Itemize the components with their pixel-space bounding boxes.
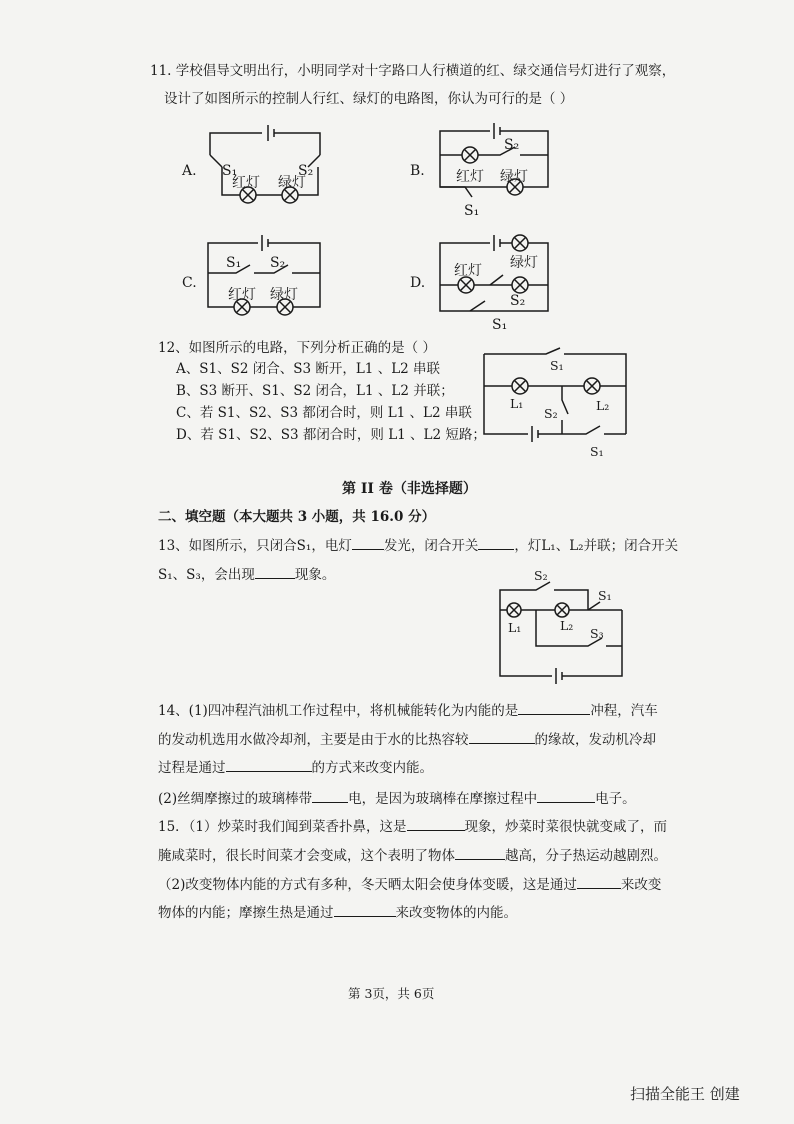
q14-line2: 的发动机选用水做冷却剂，主要是由于水的比热容较 的缘故，发动机冷却 xyxy=(158,732,656,748)
q11-option-c: C. xyxy=(182,275,197,291)
q11a-red-label: 红灯 xyxy=(232,175,260,191)
q11b-s2-label: S₂ xyxy=(504,137,520,153)
q14-line4: (2)丝绸摩擦过的玻璃棒带 电，是因为玻璃棒在摩擦过程中 电子。 xyxy=(158,791,636,807)
q11c-green-label: 绿灯 xyxy=(270,287,298,303)
q15-line2: 腌咸菜时，很长时间菜才会变咸，这个表明了物体 越高，分子热运动越剧烈。 xyxy=(158,848,667,864)
q13-l2-label: L₂ xyxy=(560,618,574,633)
q12-option-a: A、S1、S2 闭合、S3 断开，L1 、L2 串联 xyxy=(176,361,441,377)
q11-circuit-diagrams xyxy=(170,115,570,340)
q13-s2-label: S₂ xyxy=(534,568,548,583)
scanner-watermark: 扫描全能王 创建 xyxy=(630,1085,740,1103)
q11-line1: 11. 学校倡导文明出行，小明同学对十字路口人行横道的红、绿交通信号灯进行了观察， xyxy=(150,63,676,79)
q11b-s1-label: S₁ xyxy=(464,203,480,219)
q13-circuit-diagram xyxy=(490,568,640,694)
q11c-red-label: 红灯 xyxy=(228,287,256,303)
q15-line3: （2)改变物体内能的方式有多种，冬天晒太阳会使身体变暖，这是通过 来改变 xyxy=(158,877,662,893)
q11d-s1-label: S₁ xyxy=(492,317,508,333)
q12-stem: 12、如图所示的电路，下列分析正确的是（ ） xyxy=(158,340,436,356)
q12-option-c: C、若 S1、S2、S3 都闭合时，则 L1 、L2 串联 xyxy=(176,405,472,421)
q11d-red-label: 红灯 xyxy=(454,263,482,279)
section2-heading: 二、填空题（本大题共 3 小题，共 16.0 分） xyxy=(158,509,436,525)
q13-s3-label: S₃ xyxy=(590,626,604,641)
q11c-s2-label: S₂ xyxy=(270,255,286,271)
page-number: 第 3页，共 6页 xyxy=(348,986,435,1001)
q12-l2-label: L₂ xyxy=(596,398,610,413)
q13-line1: 13、如图所示，只闭合S₁，电灯 发光，闭合开关 ，灯L₁、L₂并联；闭合开关 xyxy=(158,538,679,554)
q13-line2: S₁、S₃，会出现 现象。 xyxy=(158,567,336,583)
q12-circuit-diagram xyxy=(476,344,636,462)
q12-s1-bottom-label: S₁ xyxy=(590,444,604,459)
q14-line3: 过程是通过 的方式来改变内能。 xyxy=(158,760,433,776)
q15-line4: 物体的内能；摩擦生热是通过 来改变物体的内能。 xyxy=(158,905,517,921)
q13-l1-label: L₁ xyxy=(508,620,522,635)
q11b-red-label: 红灯 xyxy=(456,169,484,185)
q12-option-b: B、S3 断开、S1、S2 闭合，L1 、L2 并联； xyxy=(176,383,454,399)
q11a-s2-label: S₂ xyxy=(298,163,314,179)
q14-line1: 14、(1)四冲程汽油机工作过程中，将机械能转化为内能的是 冲程，汽车 xyxy=(158,703,658,719)
q15-line1: 15．（1）炒菜时我们闻到菜香扑鼻，这是 现象，炒菜时菜很快就变咸了，而 xyxy=(158,819,668,835)
q12-option-d: D、若 S1、S2、S3 都闭合时，则 L1 、L2 短路； xyxy=(176,427,486,443)
q12-s1-top-label: S₁ xyxy=(550,358,564,373)
q11-line2: 设计了如图所示的控制人行红、绿灯的电路图，你认为可行的是（ ） xyxy=(164,91,574,107)
q11-option-a: A. xyxy=(182,163,197,179)
q11b-green-label: 绿灯 xyxy=(500,169,528,185)
q11a-green-label: 绿灯 xyxy=(278,175,306,191)
q12-s2-label: S₂ xyxy=(544,406,558,421)
q11d-green-label: 绿灯 xyxy=(510,255,538,271)
q11-option-d: D. xyxy=(410,275,426,291)
q11a-s1-label: S₁ xyxy=(222,163,238,179)
section2-title: 第 II 卷（非选择题） xyxy=(342,481,477,497)
q11d-s2-label: S₂ xyxy=(510,293,526,309)
q12-l1-label: L₁ xyxy=(510,396,524,411)
q11c-s1-label: S₁ xyxy=(226,255,242,271)
q11-option-b: B. xyxy=(410,163,425,179)
q13-s1-label: S₁ xyxy=(598,588,612,603)
